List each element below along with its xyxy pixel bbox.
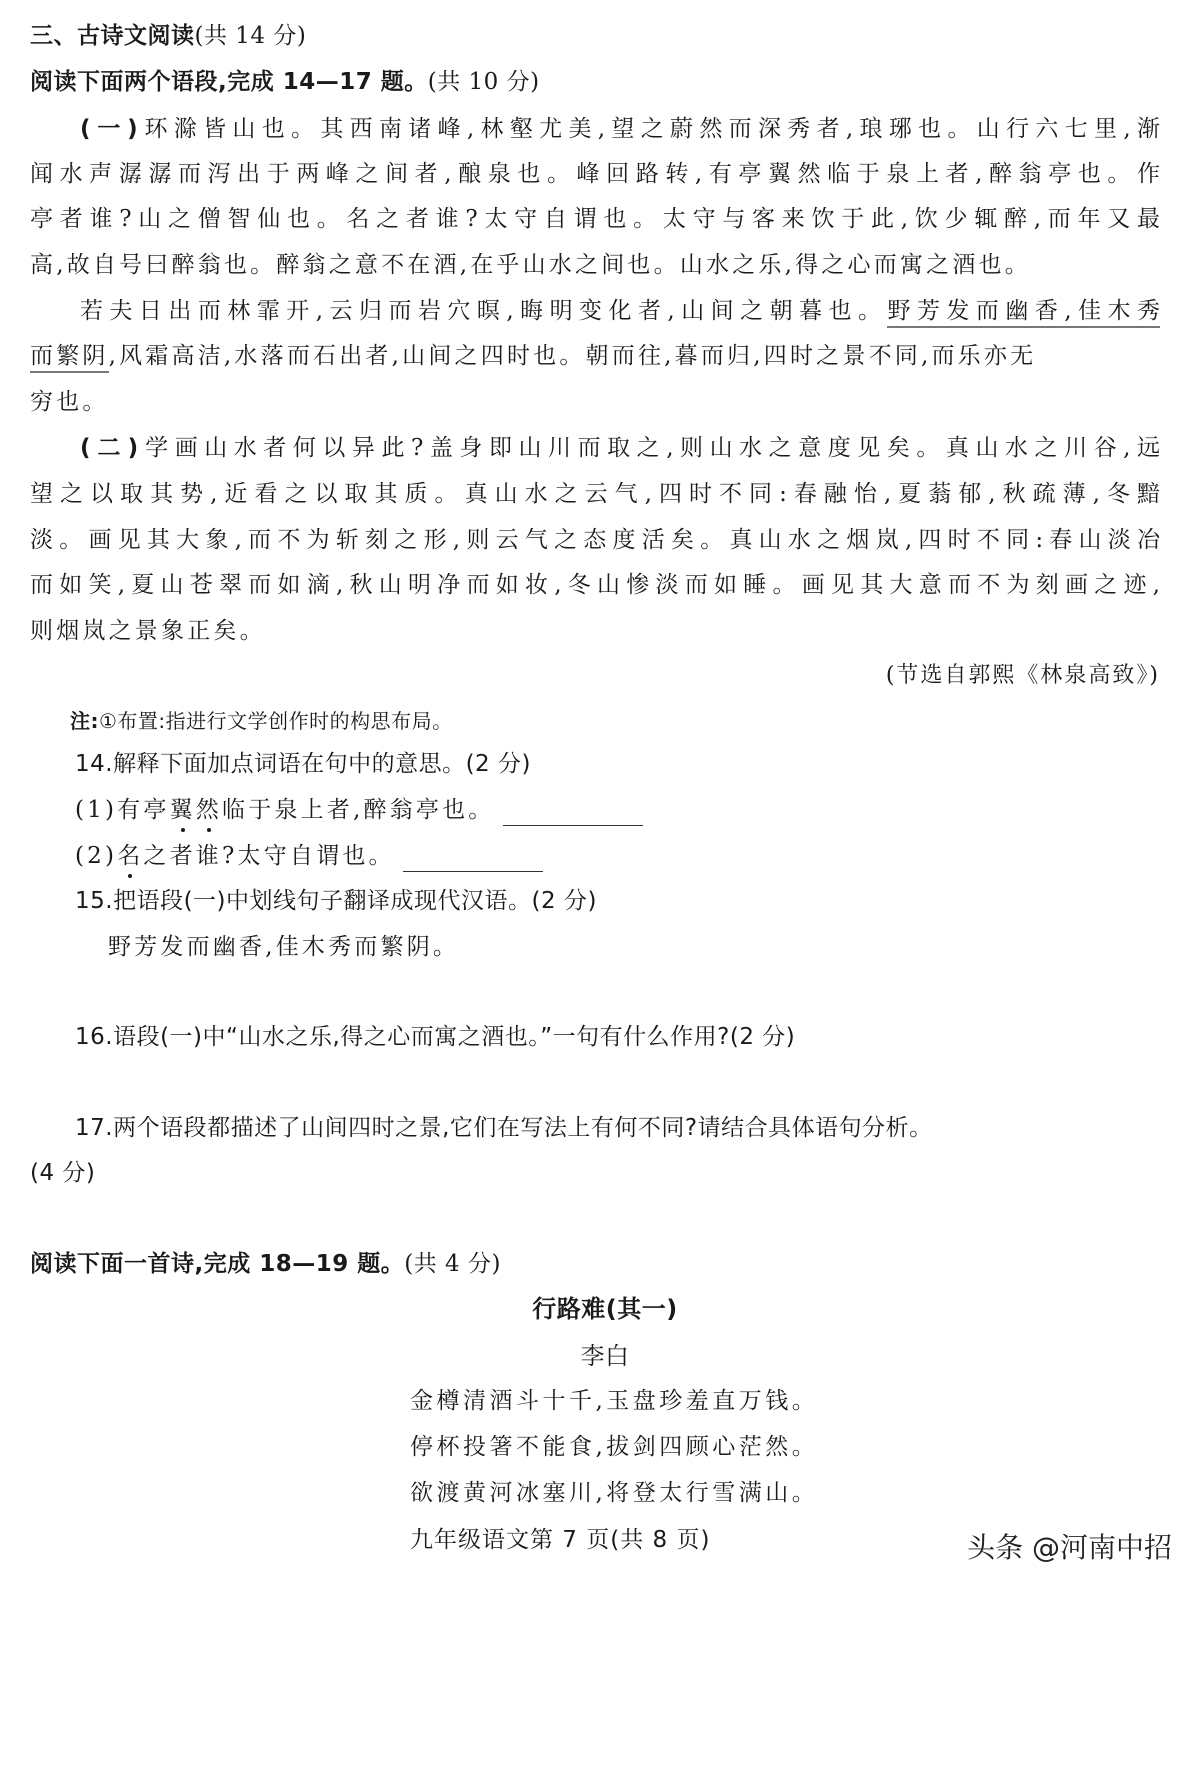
answer-blank-q14-2[interactable] xyxy=(403,849,543,872)
poem-author: 李白 xyxy=(580,1342,630,1370)
passage1-line-3: 亭者谁?山之僧智仙也。名之者谁?太守自谓也。太守与客来饮于此,饮少辄醉,而年又最 xyxy=(30,206,1160,232)
passage1-line-1 xyxy=(30,113,1160,145)
passage2-source: (节选自郭熙《林泉高致》) xyxy=(885,663,1160,688)
question-16-stem: 16.语段(一)中“山水之乐,得之心而寓之酒也。”一句有什么作用?(2 分) xyxy=(75,1024,796,1050)
passage2-line-5: 则烟岚之景象正矣。 xyxy=(30,618,266,644)
footnote-text: ①布置:指进行文学创作时的构思布局。 xyxy=(99,709,453,733)
question-14-sub1 xyxy=(75,794,1190,826)
underlined-sentence-part2: 而繁阴 xyxy=(30,343,109,373)
passage2-line-3: 淡。画见其大象,而不为斩刻之形,则云气之态度活矣。真山水之烟岚,四时不同:春山淡冶 xyxy=(30,527,1160,553)
prose-instruction-text: 阅读下面两个语段,完成 14—17 题。 xyxy=(30,69,428,95)
passage2-line-4: 而如笑,夏山苍翠而如滴,秋山明净而如妆,冬山惨淡而如睡。画见其大意而不为刻画之迹, xyxy=(30,572,1160,598)
prose-instruction xyxy=(30,66,1160,98)
passage1-para2-rest: ,风霜高洁,水落而石出者,山间之四时也。朝而往,暮而归,四时之景不同,而乐亦无 xyxy=(108,343,1037,369)
poem-title: 行路难(其一) xyxy=(532,1295,678,1323)
poem-line-3: 欲渡黄河冰塞川,将登太行雪满山。 xyxy=(410,1480,819,1506)
poem-instruction-text: 阅读下面一首诗,完成 18—19 题。 xyxy=(30,1251,405,1277)
question-15-stem: 15.把语段(一)中划线句子翻译成现代汉语。(2 分) xyxy=(75,888,597,914)
footnote xyxy=(70,705,1190,737)
passage1-label: (一) xyxy=(80,116,139,142)
question-14-stem: 14.解释下面加点词语在句中的意思。(2 分) xyxy=(75,751,531,777)
footnote-label: 注: xyxy=(70,709,99,733)
passage1-para2-start: 若夫日出而林霏开,云归而岩穴暝,晦明变化者,山间之朝暮也。 xyxy=(80,298,888,324)
emphasis-dot-char-ming: 名 xyxy=(117,840,143,872)
underlined-sentence-part1: 野芳发而幽香,佳木秀 xyxy=(887,298,1160,328)
passage1-line-2: 闻水声潺潺而泻出于两峰之间者,酿泉也。峰回路转,有亭翼然临于泉上者,醉翁亭也。作 xyxy=(30,161,1160,187)
watermark-text: 头条 @河南中招 xyxy=(967,1531,1172,1564)
q14-sub2-prefix: (2) xyxy=(75,843,118,869)
q14-sub1-prefix: (1)有亭 xyxy=(75,797,170,823)
question-17-stem: 17.两个语段都描述了山间四时之景,它们在写法上有何不同?请结合具体语句分析。 xyxy=(75,1115,933,1141)
passage1-para2-line-2 xyxy=(30,340,1160,372)
passage1-text: 环滁皆山也。其西南诸峰,林壑尤美,望之蔚然而深秀者,琅琊也。山行六七里,渐 xyxy=(138,116,1160,142)
passage2-line-2: 望之以取其势,近看之以取其质。真山水之云气,四时不同:春融怡,夏蓊郁,秋疏薄,冬黯 xyxy=(30,481,1160,507)
emphasis-dot-char-yi: 翼 xyxy=(170,794,196,826)
passage2-line-1 xyxy=(30,432,1160,464)
section-title: 三、古诗文阅读 xyxy=(30,23,195,49)
passage2-text: 学画山水者何以异此?盖身即山川而取之,则山水之意度见矣。真山水之川谷,远 xyxy=(138,435,1160,461)
passage1-para2-line-3: 穷也。 xyxy=(30,389,109,415)
poem-line-2: 停杯投箸不能食,拔剑四顾心茫然。 xyxy=(410,1434,819,1460)
emphasis-dot-char-ran: 然 xyxy=(196,794,222,826)
answer-blank-q14-1[interactable] xyxy=(503,803,643,826)
passage1-line-4: 高,故自号曰醉翁也。醉翁之意不在酒,在乎山水之间也。山水之乐,得之心而寓之酒也。 xyxy=(30,252,1031,278)
question-15-sentence: 野芳发而幽香,佳木秀而繁阴。 xyxy=(108,934,460,960)
passage1-para2-line-1 xyxy=(30,295,1160,327)
q14-sub1-suffix: 临于泉上者,醉翁亭也。 xyxy=(222,797,495,823)
section-score: (共 14 分) xyxy=(194,23,307,49)
q14-sub2-suffix: 之者谁?太守自谓也。 xyxy=(143,843,395,869)
question-17-score: (4 分) xyxy=(30,1160,96,1186)
prose-instruction-score: (共 10 分) xyxy=(427,69,540,95)
poem-line-1: 金樽清酒斗十千,玉盘珍羞直万钱。 xyxy=(410,1388,819,1414)
section-heading xyxy=(30,20,1160,52)
passage2-label: (二) xyxy=(80,435,139,461)
poem-instruction xyxy=(30,1248,1160,1280)
question-14-sub2 xyxy=(75,840,1190,872)
poem-instruction-score: (共 4 分) xyxy=(404,1251,501,1277)
page-number-label: 九年级语文第 7 页(共 8 页) xyxy=(410,1527,711,1553)
